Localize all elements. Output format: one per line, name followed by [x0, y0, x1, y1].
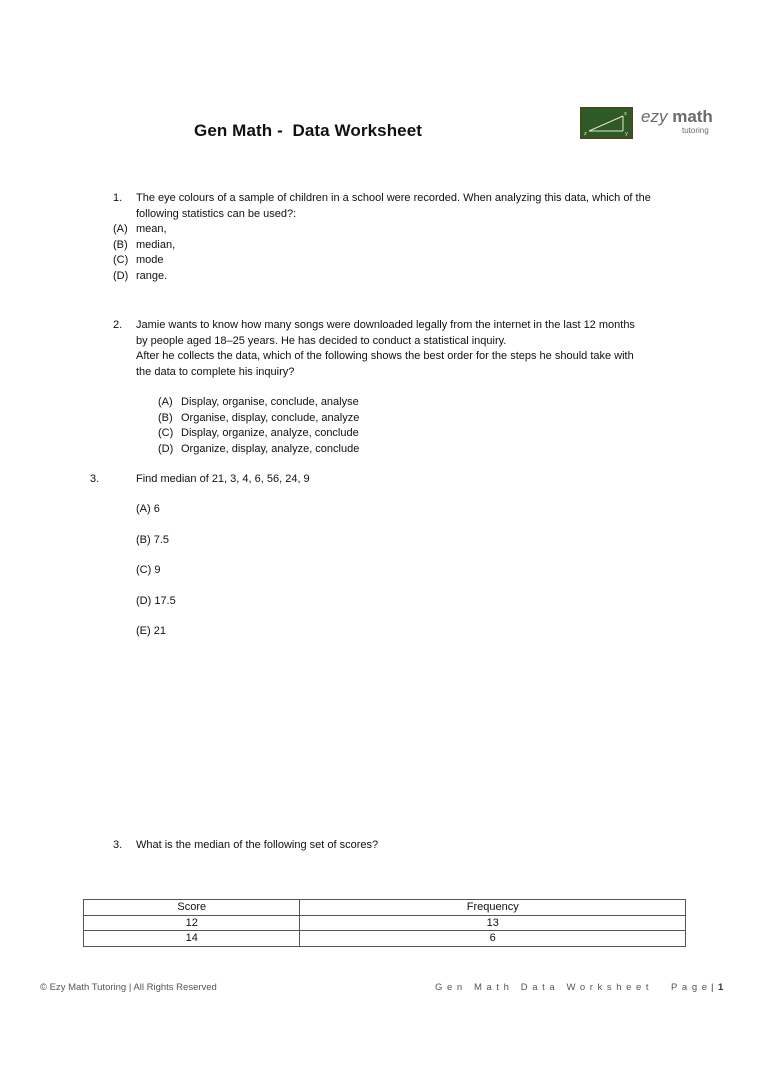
option-letter: (C) [113, 254, 129, 266]
svg-text:x: x [624, 111, 627, 117]
logo-brand [641, 107, 713, 127]
table-header-cell: Score [84, 900, 300, 916]
footer-page-number: 1 [718, 982, 724, 993]
footer-page-label: Page [671, 982, 712, 993]
option-text: median, [136, 238, 176, 251]
svg-text:y: y [625, 131, 628, 137]
option-letter: (C) [158, 427, 174, 439]
option-letter: (B) [113, 238, 128, 251]
question-text-line: following statistics can be used?: [136, 207, 297, 220]
option-text: (D) 17.5 [136, 594, 176, 607]
question-number: 3. [90, 473, 100, 485]
question-text-line: Jamie wants to know how many songs were downloaded legally from the internet in the last 12 months [136, 319, 635, 331]
option-text: Display, organize, analyze, conclude [181, 427, 359, 439]
page-title: Gen Math - Data Worksheet [194, 121, 423, 140]
question-text-line: The eye colours of a sample of children in a school were recorded. When analyzing this data, which of the [136, 192, 651, 204]
table-row [84, 915, 686, 931]
option-text: Organise, display, conclude, analyze [181, 411, 360, 424]
score-frequency-table [83, 899, 686, 947]
table-cell: 13 [300, 915, 686, 931]
footer-separator: | [711, 982, 714, 993]
question-number: 2. [113, 319, 123, 331]
question-text-line: the data to complete his inquiry? [136, 365, 295, 378]
table-row [84, 931, 686, 947]
question-text-line: Find median of 21, 3, 4, 6, 56, 24, 9 [136, 473, 310, 485]
question-number: 3. [113, 839, 123, 851]
option-text: Organize, display, analyze, conclude [181, 442, 360, 455]
table-cell: 6 [300, 931, 686, 947]
option-text: mean, [136, 223, 167, 235]
table-cell: 12 [84, 915, 300, 931]
option-text: mode [136, 254, 164, 266]
ezy-math-logo [580, 107, 714, 141]
footer-document-name: Gen Math Data Worksheet [435, 982, 654, 993]
table-header-cell: Frequency [300, 900, 686, 916]
option-text: (A) 6 [136, 503, 160, 515]
option-text: range. [136, 269, 168, 282]
logo-brand-ezy: ezy [641, 107, 668, 126]
option-text: (C) 9 [136, 564, 161, 576]
option-letter: (A) [113, 223, 128, 235]
question-number: 1. [113, 192, 123, 204]
option-text: Display, organise, conclude, analyse [181, 396, 359, 408]
option-text: (E) 21 [136, 625, 166, 637]
chalkboard-icon [580, 107, 633, 139]
table-cell: 14 [84, 931, 300, 947]
option-letter: (D) [158, 442, 174, 455]
logo-tagline: tutoring [682, 126, 709, 135]
question-text-line: by people aged 18–25 years. He has decided to conduct a statistical inquiry. [136, 334, 507, 347]
option-letter: (D) [113, 269, 129, 282]
logo-brand-math: math [672, 107, 713, 126]
table-header-row [84, 900, 686, 916]
svg-text:z: z [584, 131, 587, 137]
option-letter: (B) [158, 411, 173, 424]
question-text-line: After he collects the data, which of the following shows the best order for the steps he should take with [136, 350, 634, 362]
footer-copyright: © Ezy Math Tutoring | All Rights Reserved [40, 982, 217, 993]
question-text-line: What is the median of the following set of scores? [136, 839, 379, 851]
option-letter: (A) [158, 396, 173, 408]
option-text: (B) 7.5 [136, 533, 170, 546]
